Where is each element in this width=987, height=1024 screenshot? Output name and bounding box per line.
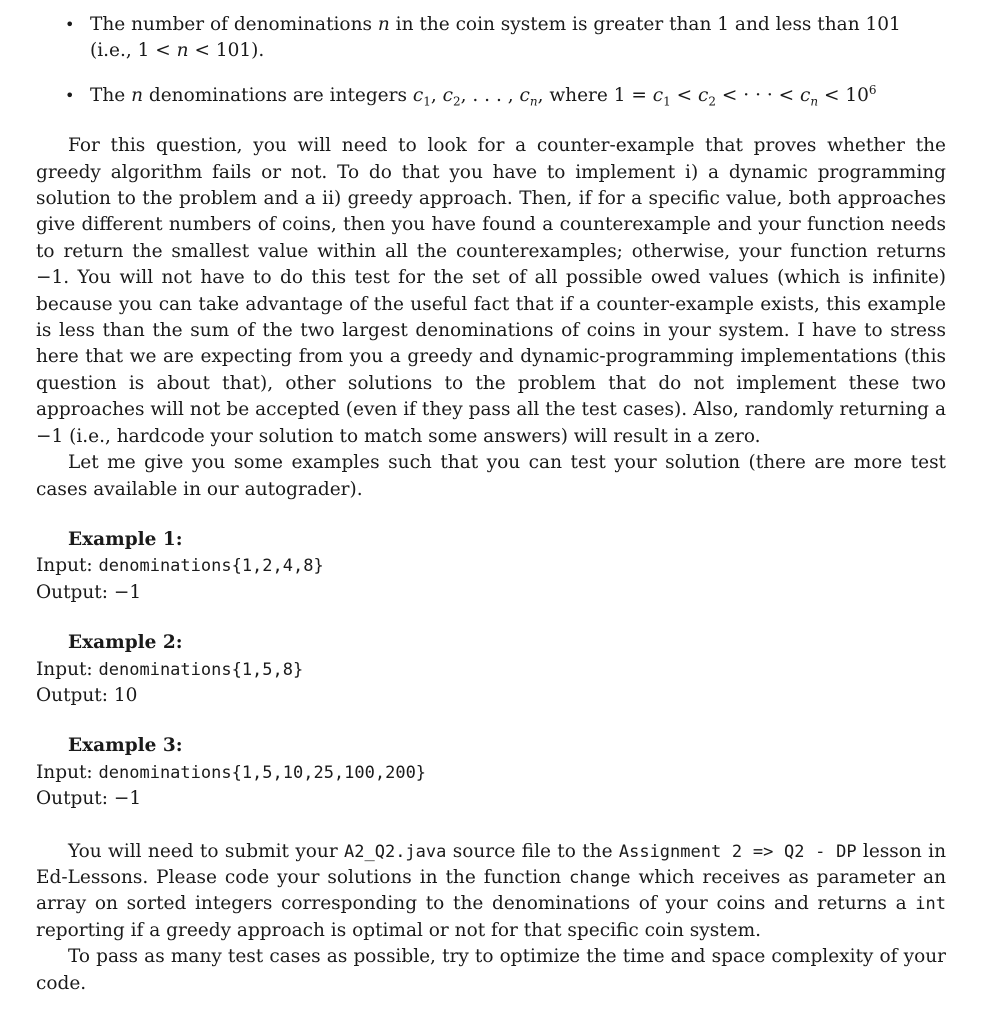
example-block xyxy=(36,630,946,709)
main-paragraph: For this question, you will need to look for a counter-example that proves whether the greedy algorithm fails or not. To do that you have to implement i) a dynamic programming solution to the problem and a ii) greedy approach. Then, if for a specific value, both approaches give different numbers of coins, then you have found a counterexample and your function needs to return the smallest value within all the counterexamples; otherwise, your function returns −1. You will not have to do this test for the set of all possible owed values (which is infinite) because you can take advantage of the useful fact that if a counter-example exists, this example is less than the sum of the two largest denominations of coins in your system. I have to stress here that we are expecting from you a greedy and dynamic-programming implementations (this question is about that), other solutions to the problem that do not implement these two approaches will not be accepted (even if they pass all the test cases). Also, randomly returning a −1 (i.e., hardcode your solution to match some answers) will result in a zero. xyxy=(36,135,946,447)
example-output: Output: 10 xyxy=(36,684,138,706)
submission-paragraph: You will need to submit your A2_Q2.java source file to the Assignment 2 => Q2 - DP lesson in Ed-Lessons. Please code your solutions in the function change which receives as parameter an array on sorted integers corresponding to the denominations of your coins and returns a int reporting if a greedy approach is optimal or not for that specific coin system. xyxy=(36,840,947,941)
constraints-list xyxy=(36,12,946,109)
examples-intro-paragraph: Let me give you some examples such that you can test your solution (there are more test cases available in our autograder). xyxy=(36,452,946,500)
return-type: int xyxy=(915,894,946,915)
example-input: Input: denominations{1,2,4,8} xyxy=(36,555,324,577)
function-name: change xyxy=(569,867,631,888)
example-title: Example 1: xyxy=(68,528,183,550)
filename: A2_Q2.java xyxy=(344,841,447,862)
bullet-icon: • xyxy=(65,15,75,34)
lesson-name: Assignment 2 => Q2 - DP xyxy=(618,841,857,862)
bullet-icon: • xyxy=(65,85,75,105)
example-title: Example 2: xyxy=(68,632,183,654)
example-output: Output: −1 xyxy=(36,788,142,810)
example-title: Example 3: xyxy=(68,735,183,757)
constraint-item: • The number of denominations n in the coin system is greater than 1 and less than 101 (i.e., 1 < n < 101). xyxy=(65,14,901,62)
example-block xyxy=(36,527,946,606)
example-block xyxy=(36,733,946,812)
example-output: Output: −1 xyxy=(36,581,142,603)
constraint-item: • The n denominations are integers $c_1$, $c_2$, . . . , $c_n$, where $1 = c_1 < c_2$ < · · · < $c_n < 10^6$ xyxy=(65,82,877,109)
example-input: Input: denominations{1,5,8} xyxy=(36,658,304,680)
document-page xyxy=(36,10,946,997)
optimize-paragraph: To pass as many test cases as possible, try to optimize the time and space complexity of your code. xyxy=(36,946,946,994)
example-input: Input: denominations{1,5,10,25,100,200} xyxy=(36,761,427,783)
